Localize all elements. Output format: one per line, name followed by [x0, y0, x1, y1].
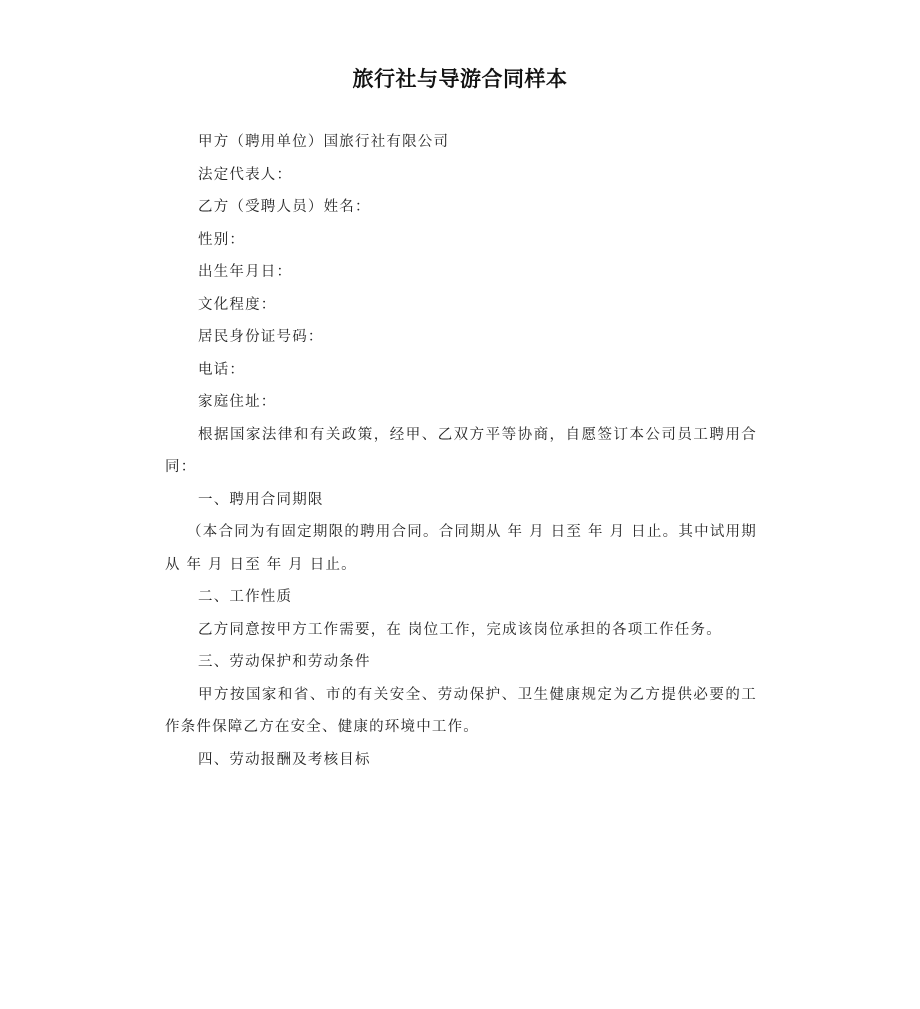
- phone-line: 电话：: [198, 361, 246, 378]
- section-1-paragraph: （本合同为有固定期限的聘用合同。合同期从 年 月 日至 年 月 日止。其中试用期从 年 月 日至 年 月 日止。: [165, 524, 757, 573]
- section-1-heading: 一、聘用合同期限: [198, 491, 324, 508]
- birth-date-line: 出生年月日：: [198, 264, 293, 280]
- document-body: [165, 126, 757, 776]
- document-title: 旅行社与导游合同样本: [352, 67, 568, 91]
- section-3-paragraph: 甲方按国家和省、市的有关安全、劳动保护、卫生健康规定为乙方提供必要的工作条件保障乙方在安全、健康的环境中工作。: [165, 686, 757, 735]
- education-line: 文化程度：: [198, 296, 277, 313]
- gender-line: 性别：: [198, 231, 246, 248]
- section-3-heading: 三、劳动保护和劳动条件: [198, 654, 371, 670]
- legal-representative-line: 法定代表人：: [198, 166, 293, 183]
- preamble-paragraph: 根据国家法律和有关政策，经甲、乙双方平等协商，自愿签订本公司员工聘用合同：: [165, 426, 757, 475]
- section-4-heading: 四、劳动报酬及考核目标: [198, 751, 371, 768]
- section-2-paragraph: 乙方同意按甲方工作需要，在 岗位工作，完成该岗位承担的各项工作任务。: [198, 621, 722, 638]
- address-line: 家庭住址：: [198, 394, 277, 410]
- party-b-name-line: 乙方（受聘人员）姓名：: [198, 199, 371, 215]
- id-number-line: 居民身份证号码：: [198, 329, 324, 345]
- section-2-heading: 二、工作性质: [198, 589, 293, 605]
- party-a-line: 甲方（聘用单位）国旅行社有限公司: [198, 134, 450, 150]
